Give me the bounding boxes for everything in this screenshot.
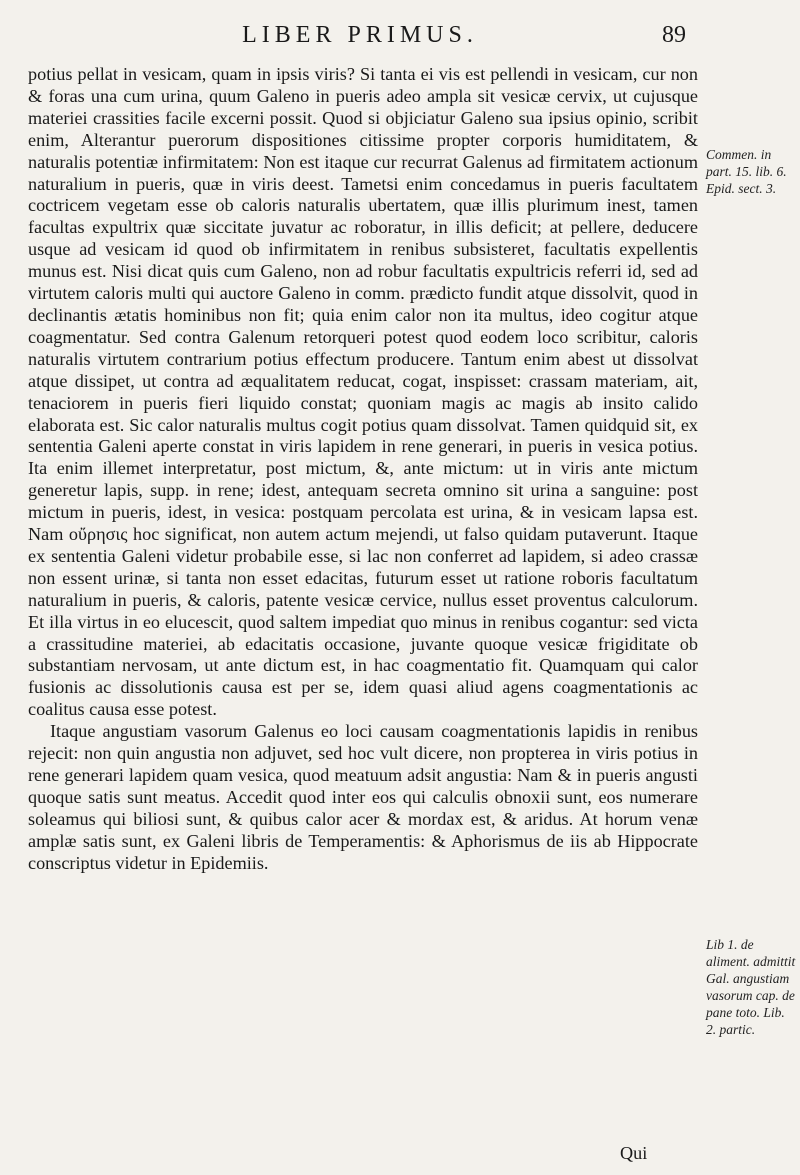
running-title: LIBER PRIMUS. [242,22,478,48]
running-head [20,20,700,54]
paragraph-1: potius pellat in vesicam, quam in ipsis viris? Si tanta ei vis est pellendi in vesicam, cur non & foras una cum urina, quum Galeno in pueris adeo ampla sit vesicæ cervix, ut cujusque materiei crassities facile excerni possit. Quod si objiciatur Galeno sua ipsius opinio, scribit enim, Alterantur puerorum dispositiones citissime propter corporis humiditatem, & naturalis potentiæ infirmitatem: Non est itaque cur recurrat Galenus ad firmitatem actionum naturalium in pueris, quæ in viris deest. Tametsi enim concedamus in pueris facultatem coctricem vegetam esse ob caloris naturalis ubertatem, quæ illis plurimum inest, tamen facultas expultrix quæ siccitate juvatur ac roboratur, in illis deficit; at pellere, deducere usque ad vesicam id quod ob infirmitatem in renibus subsisteret, facultatis expellentis munus est. Nisi dicat quis cum Galeno, non ad robur facultatis expultricis referri id, sed ad virtutem caloris multi qui auctore Galeno in comm. prædicto fundit atque dissolvit, quod in declinantis ætatis hominibus non fit; quia enim calor non ita multus, ideo cogitur atque coagmentatur. Sed contra Galenum retorqueri potest quod eodem loco scribitur, caloris naturalis virtutem contrarium potius effectum producere. Tantum enim abest ut dissolvat atque dissipet, ut contra ad æqualitatem reducat, cogat, inspisset: crassam materiam, ait, tenaciorem in pueris fieri liquido constat; quoniam magis ac magis ab insito calido elaborata est. Sic calor naturalis multus cogit potius quam dissolvat. Tamen quidquid sit, ex sententia Galeni aperte constat in viris lapidem in rene generari, in pueris in vesica potius. Ita enim illemet interpretatur, post mictum, &, ante mictum: ut in viris ante mictum generetur lapis, supp. in rene; idest, antequam secreta omnino sit urina a sanguine: post mictum in pueris, idest, in vesica: postquam percolata est urina, & in vesicam lapsa est. Nam οὔρησις hoc significat, non autem actum mejendi, ut falso quidam putaverunt. Itaque ex sententia Galeni videtur probabile esse, si lac non conferret ad lapidem, si adeo crassæ non essent urinæ, si tanta non esset edacitas, futurum esset ut ratione roboris facultatum naturalium in pueris, & caloris, patente vesicæ cervice, nullus esset proventus calculorum. Et illa virtus in eo elucescit, quod saltem impediat quo minus in renibus cogantur: sed victa a crassitudine materiei, ab edacitatis occasione, juvante quoque vesicæ frigiditate ob substantiam nervosam, ut ante dictum est, in hac coagmentatio fit. Quamquam qui calor fusionis ac dissolutionis causa est per se, idem quasi aliud agens coagmentationis ac coalitus causa esse potest. [28,64,698,720]
catchword: Qui [620,1143,648,1163]
page-number: 89 [662,22,686,48]
margin-note-commentary: Commen. in part. 15. lib. 6. Epid. sect. 3. [706,147,787,196]
paragraph-2: Itaque angustiam vasorum Galenus eo loci causam coagmentationis lapidis in renibus rejecit: non quin angustia non adjuvet, sed hoc vult dicere, non propterea in viris potius in rene generari lapidem quam vesica, quod meatuum adsit angustia: Nam & in pueris angusti quoque satis sunt meatus. Accedit quod inter eos qui calculis obnoxii sunt, eos numerare soleamus qui biliosi sunt, & quibus calor acer & mordax est, & aridus. At horum venæ amplæ satis sunt, ex Galeni libris de Temperamentis: & Aphorismus de iis ab Hippocrate conscriptus videtur in Epidemiis. [28,721,698,873]
margin-note-de-aliment: Lib 1. de aliment. admittit Gal. angustiam vasorum cap. de pane toto. Lib. 2. partic. [706,937,796,1037]
main-text [28,64,698,875]
